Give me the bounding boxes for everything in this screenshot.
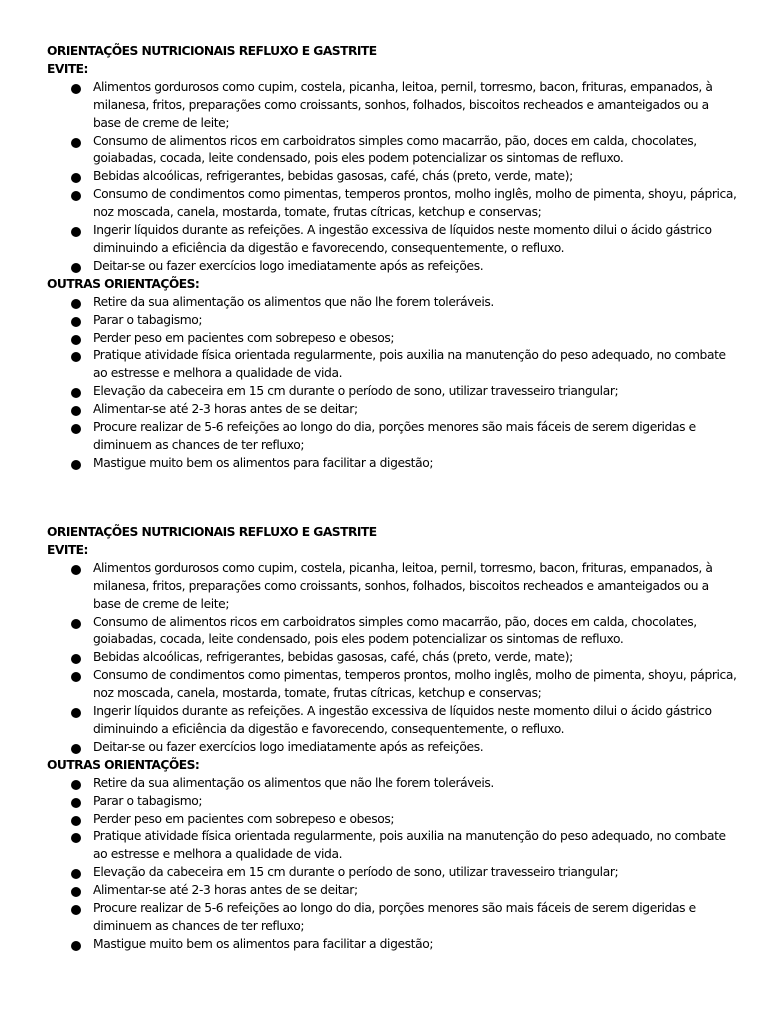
bullet-icon	[71, 780, 81, 790]
other-guidelines-heading: OUTRAS ORIENTAÇÕES:	[47, 757, 200, 772]
bullet-icon	[71, 335, 81, 345]
other-guidelines-list	[47, 294, 737, 473]
bullet-icon	[71, 227, 81, 237]
bullet-icon	[71, 708, 81, 718]
guideline-item-text: Retire da sua alimentação os alimentos que não lhe forem toleráveis.	[93, 294, 494, 309]
avoid-item	[47, 614, 737, 650]
avoid-item-text: Deitar-se ou fazer exercícios logo imediatamente após as refeições.	[93, 258, 484, 273]
guideline-item	[47, 793, 737, 811]
bullet-icon	[71, 941, 81, 951]
avoid-list	[47, 560, 737, 757]
section-title: ORIENTAÇÕES NUTRICIONAIS REFLUXO E GASTRITE	[47, 525, 377, 539]
avoid-item	[47, 133, 737, 169]
guideline-item-text: Mastigue muito bem os alimentos para facilitar a digestão;	[93, 455, 434, 470]
guideline-item-text: Procure realizar de 5-6 refeições ao longo do dia, porções menores são mais fáceis de serem digeridas e diminuem as chances de ter refluxo;	[93, 420, 696, 452]
guideline-item	[47, 455, 737, 473]
guideline-item-text: Procure realizar de 5-6 refeições ao longo do dia, porções menores são mais fáceis de serem digeridas e diminuem as chances de ter refluxo;	[93, 901, 696, 933]
bullet-icon	[71, 619, 81, 629]
guideline-item	[47, 936, 737, 954]
avoid-item	[47, 560, 737, 614]
avoid-item	[47, 258, 737, 276]
bullet-icon	[71, 833, 81, 843]
bullet-icon	[71, 744, 81, 754]
guideline-item-text: Perder peso em pacientes com sobrepeso e obesos;	[93, 330, 395, 345]
guideline-item	[47, 294, 737, 312]
guideline-item	[47, 811, 737, 829]
avoid-item-text: Consumo de condimentos como pimentas, temperos prontos, molho inglês, molho de pimenta, shoyu, páprica, noz moscada, canela, mostarda, tomate, frutas cítricas, ketchup e conservas;	[93, 668, 737, 701]
bullet-icon	[71, 905, 81, 915]
bullet-icon	[71, 173, 81, 183]
guidelines-section	[47, 43, 737, 473]
avoid-item-text: Consumo de condimentos como pimentas, temperos prontos, molho inglês, molho de pimenta, shoyu, páprica, noz moscada, canela, mostarda, tomate, frutas cítricas, ketchup e conservas;	[93, 187, 737, 220]
guideline-item-text: Mastigue muito bem os alimentos para facilitar a digestão;	[93, 936, 434, 951]
avoid-item	[47, 667, 737, 703]
bullet-icon	[71, 406, 81, 416]
guideline-item	[47, 312, 737, 330]
avoid-item	[47, 168, 737, 186]
guideline-item-text: Alimentar-se até 2-3 horas antes de se deitar;	[93, 402, 358, 417]
guideline-item	[47, 347, 737, 383]
guideline-item	[47, 419, 737, 455]
avoid-heading: EVITE:	[47, 61, 88, 76]
avoid-item-text: Alimentos gordurosos como cupim, costela, picanha, leitoa, pernil, torresmo, bacon, frituras, empanados, à milanesa, fritos, preparações como croissants, sonhos, folhados, biscoitos recheados e amanteigados ou a base de creme de leite;	[93, 560, 713, 611]
avoid-item	[47, 222, 737, 258]
bullet-icon	[71, 299, 81, 309]
avoid-item	[47, 79, 737, 133]
bullet-icon	[71, 424, 81, 434]
guideline-item	[47, 401, 737, 419]
avoid-item	[47, 186, 737, 222]
avoid-heading: EVITE:	[47, 542, 88, 557]
avoid-item-text: Consumo de alimentos ricos em carboidratos simples como macarrão, pão, doces em calda, chocolates, goiabadas, cocada, leite condensado, pois eles podem potencializar os sintomas de refluxo.	[93, 133, 697, 166]
avoid-item-text: Ingerir líquidos durante as refeições. A ingestão excessiva de líquidos neste momento dilui o ácido gástrico diminuindo a eficiência da digestão e favorecendo, consequentemente, o refluxo.	[93, 704, 712, 736]
bullet-icon	[71, 887, 81, 897]
guideline-item-text: Parar o tabagismo;	[93, 312, 203, 327]
guideline-item-text: Alimentar-se até 2-3 horas antes de se deitar;	[93, 883, 358, 898]
guidelines-section	[47, 524, 737, 954]
guideline-item	[47, 882, 737, 900]
bullet-icon	[71, 263, 81, 273]
avoid-item	[47, 703, 737, 739]
bullet-icon	[71, 352, 81, 362]
guideline-item	[47, 864, 737, 882]
avoid-item-text: Ingerir líquidos durante as refeições. A ingestão excessiva de líquidos neste momento dilui o ácido gástrico diminuindo a eficiência da digestão e favorecendo, consequentemente, o refluxo.	[93, 223, 712, 255]
bullet-icon	[71, 84, 81, 94]
avoid-item-text: Alimentos gordurosos como cupim, costela, picanha, leitoa, pernil, torresmo, bacon, frituras, empanados, à milanesa, fritos, preparações como croissants, sonhos, folhados, biscoitos recheados e amanteigados ou a base de creme de leite;	[93, 79, 713, 130]
guideline-item-text: Retire da sua alimentação os alimentos que não lhe forem toleráveis.	[93, 775, 494, 790]
avoid-item-text: Consumo de alimentos ricos em carboidratos simples como macarrão, pão, doces em calda, chocolates, goiabadas, cocada, leite condensado, pois eles podem potencializar os sintomas de refluxo.	[93, 614, 697, 647]
bullet-icon	[71, 191, 81, 201]
avoid-item-text: Bebidas alcoólicas, refrigerantes, bebidas gasosas, café, chás (preto, verde, mate);	[93, 650, 573, 665]
bullet-icon	[71, 654, 81, 664]
section-title: ORIENTAÇÕES NUTRICIONAIS REFLUXO E GASTRITE	[47, 44, 377, 58]
guideline-item	[47, 330, 737, 348]
guideline-item-text: Pratique atividade física orientada regularmente, pois auxilia na manutenção do peso adequado, no combate ao estresse e melhora a qualidade de vida.	[93, 829, 726, 862]
avoid-list	[47, 79, 737, 276]
bullet-icon	[71, 460, 81, 470]
avoid-item	[47, 649, 737, 667]
bullet-icon	[71, 798, 81, 808]
bullet-icon	[71, 816, 81, 826]
guideline-item-text: Elevação da cabeceira em 15 cm durante o período de sono, utilizar travesseiro triangular;	[93, 865, 619, 880]
bullet-icon	[71, 138, 81, 148]
guideline-item	[47, 828, 737, 864]
bullet-icon	[71, 565, 81, 575]
avoid-item-text: Bebidas alcoólicas, refrigerantes, bebidas gasosas, café, chás (preto, verde, mate);	[93, 169, 573, 184]
guideline-item	[47, 775, 737, 793]
guideline-item-text: Parar o tabagismo;	[93, 793, 203, 808]
bullet-icon	[71, 672, 81, 682]
other-guidelines-list	[47, 775, 737, 954]
avoid-item-text: Deitar-se ou fazer exercícios logo imediatamente após as refeições.	[93, 739, 484, 754]
other-guidelines-heading: OUTRAS ORIENTAÇÕES:	[47, 276, 200, 291]
bullet-icon	[71, 317, 81, 327]
guideline-item-text: Elevação da cabeceira em 15 cm durante o período de sono, utilizar travesseiro triangular;	[93, 384, 619, 399]
guideline-item	[47, 900, 737, 936]
guideline-item-text: Perder peso em pacientes com sobrepeso e obesos;	[93, 811, 395, 826]
guideline-item-text: Pratique atividade física orientada regularmente, pois auxilia na manutenção do peso adequado, no combate ao estresse e melhora a qualidade de vida.	[93, 348, 726, 381]
guideline-item	[47, 383, 737, 401]
avoid-item	[47, 739, 737, 757]
bullet-icon	[71, 388, 81, 398]
bullet-icon	[71, 869, 81, 879]
